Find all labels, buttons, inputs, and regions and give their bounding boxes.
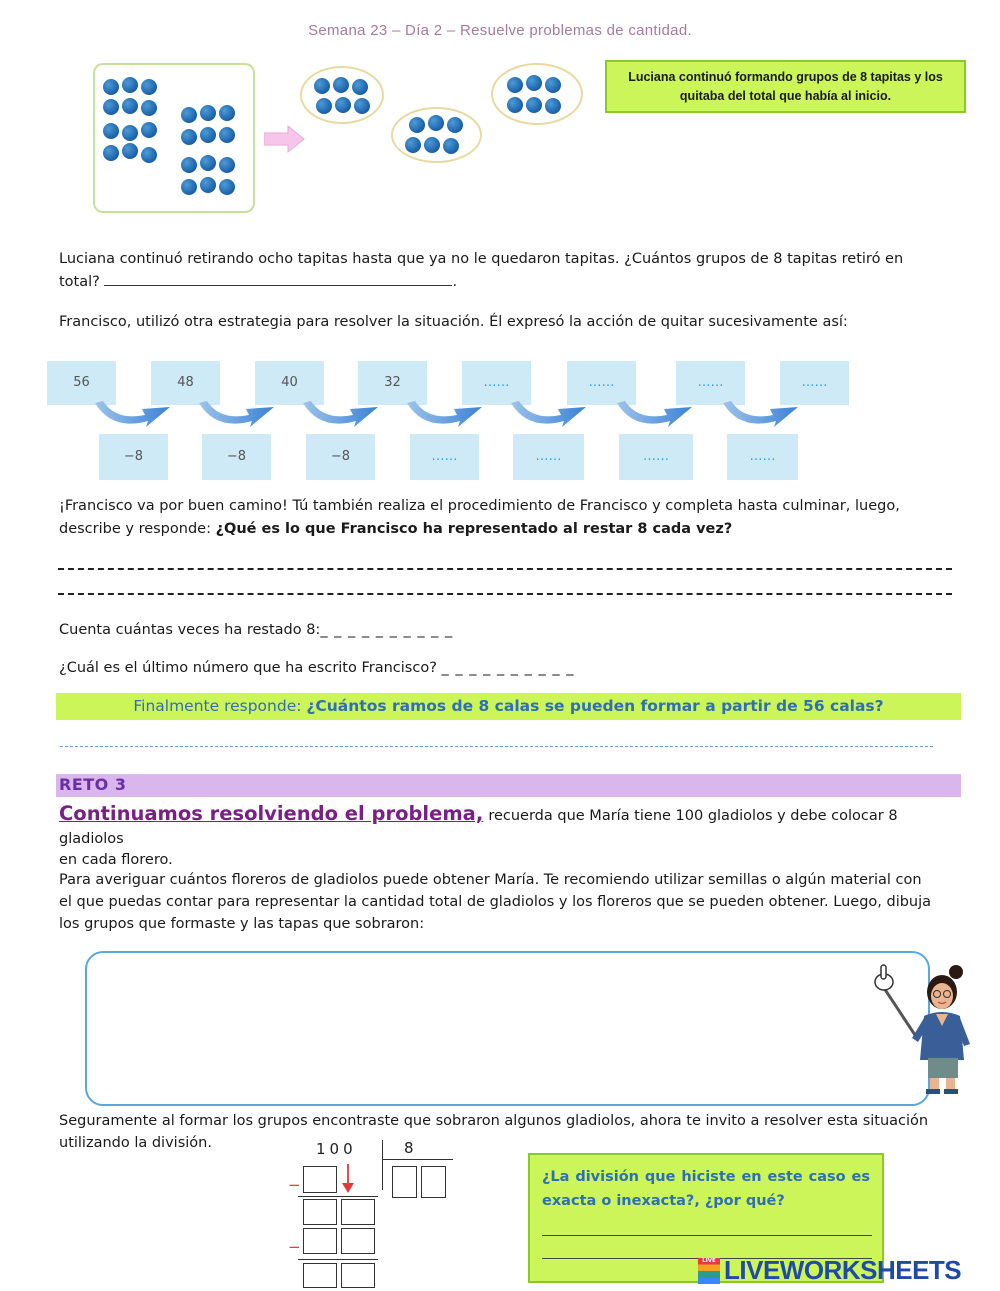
francisco-question-line2: describe y responde: bbox=[59, 521, 211, 537]
sequence-placeholder: …… bbox=[801, 375, 828, 390]
continue-paragraph bbox=[59, 802, 964, 872]
down-arrow-icon bbox=[341, 1164, 355, 1194]
sequence-placeholder: …… bbox=[483, 375, 510, 390]
averiguar-line: el que puedas contar para representar la cantidad total de gladiolos y los floreros que se pueden obtener. Luego, dibuja bbox=[59, 894, 932, 910]
sequence-value: 40 bbox=[281, 375, 298, 390]
teacher-illustration bbox=[872, 960, 982, 1095]
francisco-question-line1: ¡Francisco va por buen camino! Tú también realiza el procedimiento de Francisco y completa hasta culminar, luego, bbox=[59, 498, 900, 514]
continue-line2: en cada florero. bbox=[59, 852, 173, 868]
sequence-value: 48 bbox=[177, 375, 194, 390]
answer-line-1[interactable] bbox=[58, 568, 952, 570]
remainder-box-1a[interactable] bbox=[303, 1199, 337, 1225]
minus-sign-2: − bbox=[288, 1238, 301, 1256]
question-luciana-line1: Luciana continuó retirando ocho tapitas hasta que ya no le quedaron tapitas. ¿Cuántos grupos de 8 tapitas retiró en bbox=[59, 251, 904, 267]
arrow-right-icon bbox=[264, 124, 306, 154]
tapitas-group-3 bbox=[491, 63, 583, 125]
luciana-note bbox=[605, 60, 966, 113]
minus-placeholder: …… bbox=[535, 449, 562, 464]
exact-question-text: ¿La división que hiciste en este caso es exacta o inexacta?, ¿por qué? bbox=[542, 1169, 870, 1209]
reto-banner bbox=[56, 774, 961, 797]
minus-sign-1: − bbox=[288, 1176, 301, 1194]
drawing-area[interactable] bbox=[85, 951, 930, 1106]
logo-text: LIVEWORKSHEETS bbox=[724, 1255, 962, 1285]
reto-title: RETO 3 bbox=[59, 775, 127, 794]
final-answer-line[interactable] bbox=[60, 746, 933, 747]
quotient-digit-1[interactable] bbox=[392, 1166, 417, 1198]
sequence-value: 56 bbox=[73, 375, 90, 390]
minus-value: −8 bbox=[330, 449, 351, 464]
minus-placeholder: …… bbox=[431, 449, 458, 464]
sequence-placeholder: …… bbox=[697, 375, 724, 390]
answer-line-2[interactable] bbox=[58, 593, 952, 595]
count-answer-blank[interactable]: _ _ _ _ _ _ _ _ _ _ bbox=[320, 622, 454, 638]
last-number-question bbox=[59, 657, 759, 680]
averiguar-line: Para averiguar cuántos floreros de gladiolos puede obtener María. Te recomiendo utilizar semillas o algún material con bbox=[59, 872, 922, 888]
continue-title: Continuamos resolviendo el problema, bbox=[59, 802, 484, 825]
seguramente-paragraph bbox=[59, 1110, 969, 1154]
minus-input-6[interactable] bbox=[619, 434, 693, 480]
minus-placeholder: …… bbox=[749, 449, 776, 464]
francisco-question-bold: ¿Qué es lo que Francisco ha representado al restar 8 cada vez? bbox=[215, 521, 733, 537]
count-question-text: Cuenta cuántas veces ha restado 8: bbox=[59, 622, 321, 638]
count-question bbox=[59, 619, 759, 642]
quotient-digit-2[interactable] bbox=[421, 1166, 446, 1198]
question-luciana-line2: total? bbox=[59, 274, 100, 290]
luciana-note-text: Luciana continuó formando grupos de 8 tapitas y los quitaba del total que había al inicio. bbox=[628, 70, 943, 103]
dividend: 100 bbox=[316, 1140, 357, 1158]
logo-mark: LIVE bbox=[698, 1258, 720, 1284]
exact-answer-line-1[interactable] bbox=[542, 1235, 872, 1236]
page-header: Semana 23 – Día 2 – Resuelve problemas de cantidad. bbox=[308, 22, 692, 39]
pointing-hand-icon bbox=[875, 965, 893, 990]
minus-box-3 bbox=[306, 434, 375, 480]
minus-box-2 bbox=[202, 434, 271, 480]
tapitas-container bbox=[93, 63, 255, 213]
minus-placeholder: …… bbox=[643, 449, 669, 464]
seguramente-line: utilizando la división. bbox=[59, 1135, 212, 1151]
final-label: Finalmente responde: bbox=[133, 697, 302, 715]
minus-input-5[interactable] bbox=[513, 434, 584, 480]
final-question: ¿Cuántos ramos de 8 calas se pueden formar a partir de 56 calas? bbox=[306, 697, 884, 715]
last-number-text: ¿Cuál es el último número que ha escrito Francisco? bbox=[59, 660, 437, 676]
subtract-box-2b[interactable] bbox=[341, 1228, 375, 1254]
question-luciana-period: . bbox=[452, 274, 458, 290]
subtract-line-2 bbox=[298, 1259, 378, 1260]
tapitas-group-2 bbox=[391, 107, 482, 163]
subtract-box-2a[interactable] bbox=[303, 1228, 337, 1254]
remainder-box-2b[interactable] bbox=[341, 1263, 375, 1288]
remainder-box-1b[interactable] bbox=[341, 1199, 375, 1225]
minus-input-7[interactable] bbox=[727, 434, 798, 480]
divisor: 8 bbox=[404, 1139, 414, 1157]
tapitas-group-1 bbox=[300, 66, 384, 124]
subtract-box-1[interactable] bbox=[303, 1166, 337, 1193]
division-vertical-line bbox=[382, 1140, 383, 1190]
averiguar-line: los grupos que formaste y las tapas que sobraron: bbox=[59, 916, 425, 932]
minus-input-4[interactable] bbox=[410, 434, 479, 480]
minus-box-1 bbox=[99, 434, 168, 480]
sequence-value: 32 bbox=[384, 375, 401, 390]
francisco-intro: Francisco, utilizó otra estrategia para resolver la situación. Él expresó la acción de quitar sucesivamente así: bbox=[59, 314, 848, 330]
sequence-placeholder: …… bbox=[588, 375, 615, 390]
liveworksheets-logo bbox=[698, 1255, 961, 1285]
subtract-line-1 bbox=[298, 1196, 378, 1197]
seguramente-line: Seguramente al formar los grupos encontraste que sobraron algunos gladiolos, ahora te invito a resolver esta situación bbox=[59, 1113, 929, 1129]
remainder-box-2a[interactable] bbox=[303, 1263, 337, 1288]
continue-rest: recuerda que María tiene 100 gladiolos y debe colocar 8 gladiolos bbox=[59, 808, 898, 847]
final-question-bar bbox=[56, 693, 961, 720]
minus-value: −8 bbox=[123, 449, 144, 464]
last-number-blank[interactable]: _ _ _ _ _ _ _ _ _ _ bbox=[441, 660, 575, 676]
division-horizontal-line bbox=[383, 1159, 453, 1160]
question-luciana bbox=[59, 248, 969, 294]
minus-value: −8 bbox=[226, 449, 247, 464]
averiguar-paragraph bbox=[59, 869, 969, 935]
francisco-question bbox=[59, 495, 969, 541]
answer-groups-blank[interactable] bbox=[104, 272, 452, 286]
curved-arrow-icon bbox=[95, 401, 798, 427]
